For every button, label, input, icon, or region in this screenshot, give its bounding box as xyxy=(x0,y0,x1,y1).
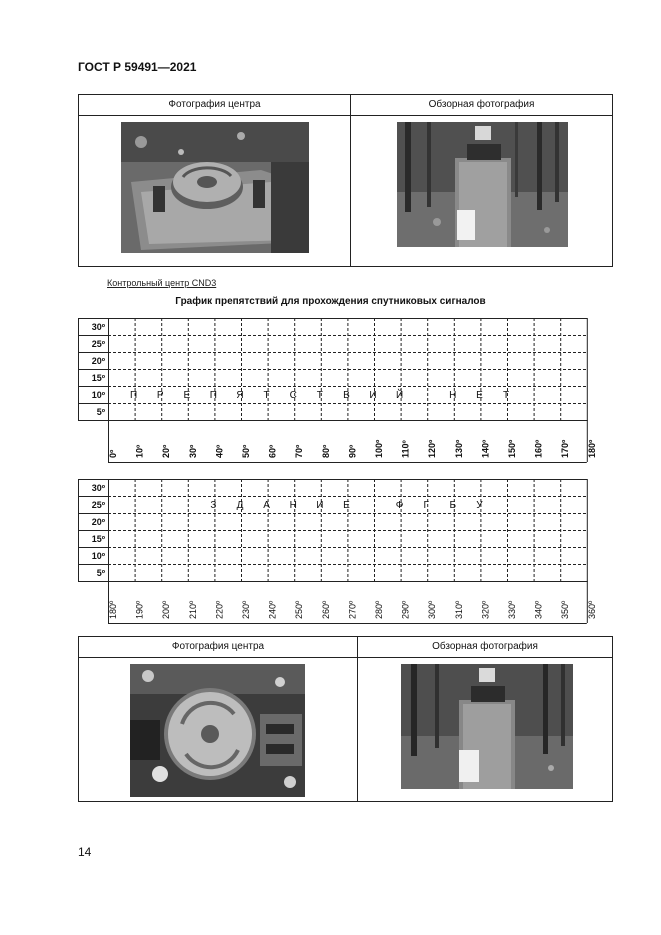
col-label: 20º xyxy=(161,444,172,458)
col-label: 330º xyxy=(507,600,517,619)
obstacle-letter: Г xyxy=(423,500,429,511)
col-label: 260º xyxy=(320,600,331,619)
row-label: 30º xyxy=(91,322,105,332)
col-label: 100º xyxy=(374,439,384,458)
row-label: 20º xyxy=(91,517,105,527)
row-label: 30º xyxy=(91,483,105,493)
row-label: 25º xyxy=(91,500,105,510)
obstacle-letter: З xyxy=(210,500,217,511)
row-label: 15º xyxy=(91,534,105,544)
obstacle-letter: Й xyxy=(396,390,404,401)
overview-photo xyxy=(397,122,568,247)
obstacle-letter: И xyxy=(369,390,377,401)
obstacle-letter: Р xyxy=(156,390,164,401)
col-label: 30º xyxy=(187,444,198,458)
obstacle-letter: Е xyxy=(343,500,350,511)
obstacle-letter: И xyxy=(316,500,324,511)
col-label: 180º xyxy=(586,439,597,458)
row-label: 5º xyxy=(96,568,105,578)
col-label: 210º xyxy=(187,600,198,619)
col-label: 130º xyxy=(453,439,464,458)
col-label: 60º xyxy=(267,444,278,458)
col-label: 360º xyxy=(586,600,597,619)
page-number: 14 xyxy=(78,845,92,859)
col-label: 180º xyxy=(108,600,118,619)
col-label: 70º xyxy=(294,444,305,458)
bottom-overview-photo-caption: Обзорная фотография xyxy=(358,637,612,658)
row-label: 15º xyxy=(91,373,105,383)
obstacle-letter: А xyxy=(263,500,270,511)
obstacle-letter: Б xyxy=(449,500,457,511)
col-label: 120º xyxy=(427,439,438,458)
obstacle-letter: Д xyxy=(236,500,244,511)
obstacle-letter: С xyxy=(289,390,297,401)
col-label: 140º xyxy=(480,439,491,458)
obstacle-chart-0-180 xyxy=(78,318,613,458)
col-label: 300º xyxy=(427,600,438,619)
overview-photo-2 xyxy=(401,664,573,789)
obstacle-letter: Т xyxy=(263,390,270,401)
top-overview-photo-cell xyxy=(350,95,612,266)
col-label: 40º xyxy=(214,444,225,458)
col-label: 50º xyxy=(241,444,251,458)
col-label: 200º xyxy=(161,600,172,619)
document-header: ГОСТ Р 59491—2021 xyxy=(78,60,197,74)
col-label: 310º xyxy=(453,600,464,619)
col-label: 230º xyxy=(241,600,251,619)
center-marker-closeup-photo xyxy=(130,664,305,797)
col-label: 220º xyxy=(214,600,225,619)
bottom-center-photo-cell xyxy=(79,637,357,801)
col-label: 290º xyxy=(400,600,411,619)
top-photo-table xyxy=(78,94,613,267)
chart-title: График препятствий для прохождения спутниковых сигналов xyxy=(175,296,486,307)
obstacle-letter: Е xyxy=(476,390,483,401)
col-label: 240º xyxy=(267,600,278,619)
obstacle-letter: Н xyxy=(289,500,297,511)
col-label: 0º xyxy=(108,449,118,458)
control-center-link[interactable]: Контрольный центр CND3 xyxy=(107,278,217,288)
obstacle-chart-180-360 xyxy=(78,479,613,619)
row-label: 10º xyxy=(91,551,105,561)
col-label: 190º xyxy=(134,600,145,619)
col-label: 350º xyxy=(560,600,571,619)
obstacle-letter: Н xyxy=(449,390,457,401)
col-label: 340º xyxy=(533,600,544,619)
obstacle-letter: П xyxy=(209,390,217,401)
col-label: 90º xyxy=(347,444,358,458)
col-label: 270º xyxy=(347,600,358,619)
row-label: 5º xyxy=(96,407,105,417)
row-label: 10º xyxy=(91,390,105,400)
obstacle-letter: Е xyxy=(183,390,191,401)
obstacle-letter: П xyxy=(130,390,138,401)
obstacle-letter: В xyxy=(343,390,350,401)
obstacle-letter: Т xyxy=(316,390,323,401)
top-overview-photo-caption: Обзорная фотография xyxy=(351,95,612,116)
col-label: 250º xyxy=(294,600,305,619)
col-label: 320º xyxy=(480,600,491,619)
obstacle-letter: Я xyxy=(236,390,244,401)
top-center-photo-caption: Фотография центра xyxy=(79,95,350,116)
bottom-photo-table xyxy=(78,636,613,802)
obstacle-letter: Ф xyxy=(395,500,404,511)
col-label: 280º xyxy=(374,600,384,619)
obstacle-letter: У xyxy=(476,500,483,511)
top-center-photo-cell xyxy=(79,95,350,266)
obstacle-letter: Т xyxy=(502,390,510,401)
row-label: 25º xyxy=(91,339,105,349)
col-label: 80º xyxy=(320,444,331,458)
bottom-center-photo-caption: Фотография центра xyxy=(79,637,357,658)
col-label: 10º xyxy=(134,444,145,458)
row-label: 20º xyxy=(91,356,105,366)
col-label: 160º xyxy=(533,439,544,458)
center-marker-photo xyxy=(121,122,309,253)
col-label: 110º xyxy=(400,440,411,458)
bottom-overview-photo-cell xyxy=(357,637,612,801)
col-label: 170º xyxy=(560,439,571,458)
col-label: 150º xyxy=(507,439,517,458)
